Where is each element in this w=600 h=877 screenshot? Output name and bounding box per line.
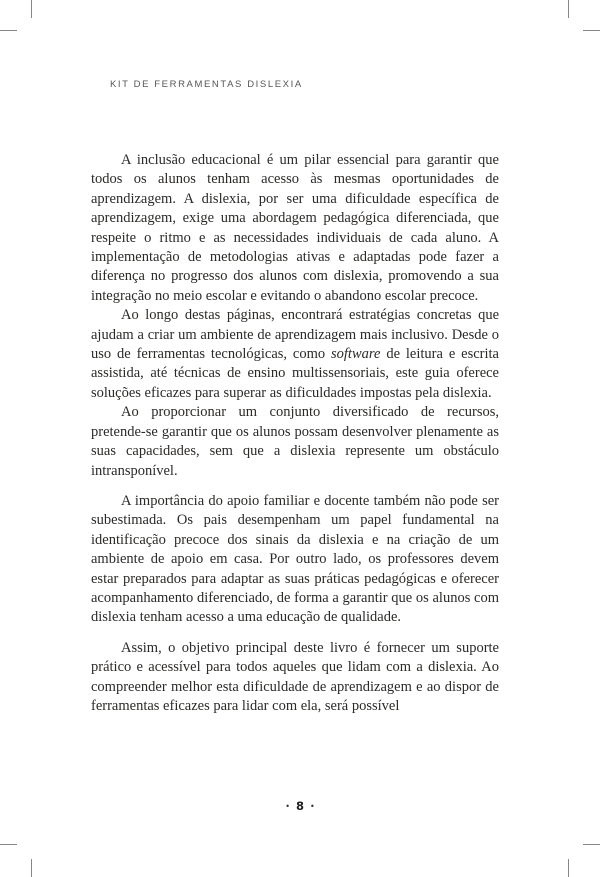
paragraph-estrategias-before-italic: Ao longo destas páginas, encontrará estratégias concretas que ajudam a criar um ambiente de aprendizagem mais inclusivo. Desde o uso de ferramentas tecnológicas, como bbox=[91, 307, 499, 363]
paragraph-recursos: Ao proporcionar um conjunto diversificado de recursos, pretende-se garantir que os alunos possam desenvolver plenamente as suas capacidades, sem que a dislexia represente um obstáculo intransponível. bbox=[91, 404, 499, 479]
crop-mark-top-right-vertical bbox=[568, 0, 569, 18]
running-header: KIT DE FERRAMENTAS DISLEXIA bbox=[110, 79, 303, 90]
crop-mark-top-left-vertical bbox=[31, 0, 32, 18]
crop-mark-bottom-left-horizontal bbox=[0, 844, 17, 845]
paragraph-inclusao: A inclusão educacional é um pilar essencial para garantir que todos os alunos tenham acesso às mesmas oportunidades de aprendizagem. A dislexia, por ser uma dificuldade específica de aprendizagem, exige uma abordagem pedagógica diferenciada, que respeite o ritmo e as necessidades individuais de cada aluno. A implementação de metodologias ativas e adaptadas pode fazer a diferença no progresso dos alunos com dislexia, promovendo a sua integração no meio escolar e evitando o abandono escolar precoce. bbox=[91, 152, 499, 304]
page-number-left-dot: • bbox=[285, 802, 290, 811]
paragraph-objetivo: Assim, o objetivo principal deste livro é fornecer um suporte prático e acessível para todos aqueles que lidam com a dislexia. Ao compreender melhor esta dificuldade de aprendizagem e ao dispor de ferramentas eficazes para lidar com ela, será possível bbox=[91, 639, 499, 714]
page-number-group bbox=[285, 801, 314, 813]
page-number-right-dot: • bbox=[310, 802, 315, 811]
crop-mark-bottom-right-horizontal bbox=[583, 844, 600, 845]
crop-mark-top-right-horizontal bbox=[583, 30, 600, 31]
paragraph-estrategias-after-italic: de leitura e escrita assistida, até técnicas de ensino multissensoriais, este guia oferece soluções eficazes para superar as dificuldades impostas pela dislexia. bbox=[91, 346, 499, 401]
crop-mark-top-left-horizontal bbox=[0, 30, 17, 31]
crop-mark-bottom-left-vertical bbox=[31, 859, 32, 877]
body-text-block bbox=[91, 151, 499, 716]
crop-mark-bottom-right-vertical bbox=[568, 859, 569, 877]
page-number: 8 bbox=[295, 799, 304, 814]
page-footer bbox=[0, 796, 600, 814]
italic-term-software: software bbox=[331, 346, 381, 363]
paragraph-estrategias bbox=[91, 306, 499, 403]
paragraph-apoio-familiar: A importância do apoio familiar e docente também não pode ser subestimada. Os pais desempenham um papel fundamental na identificação precoce dos sinais da dislexia e na criação de um ambiente de apoio em casa. Por outro lado, os professores devem estar preparados para adaptar as suas práticas pedagógicas e oferecer acompanhamento diferenciado, de forma a garantir que os alunos com dislexia tenham acesso a uma educação de qualidade. bbox=[91, 492, 499, 626]
